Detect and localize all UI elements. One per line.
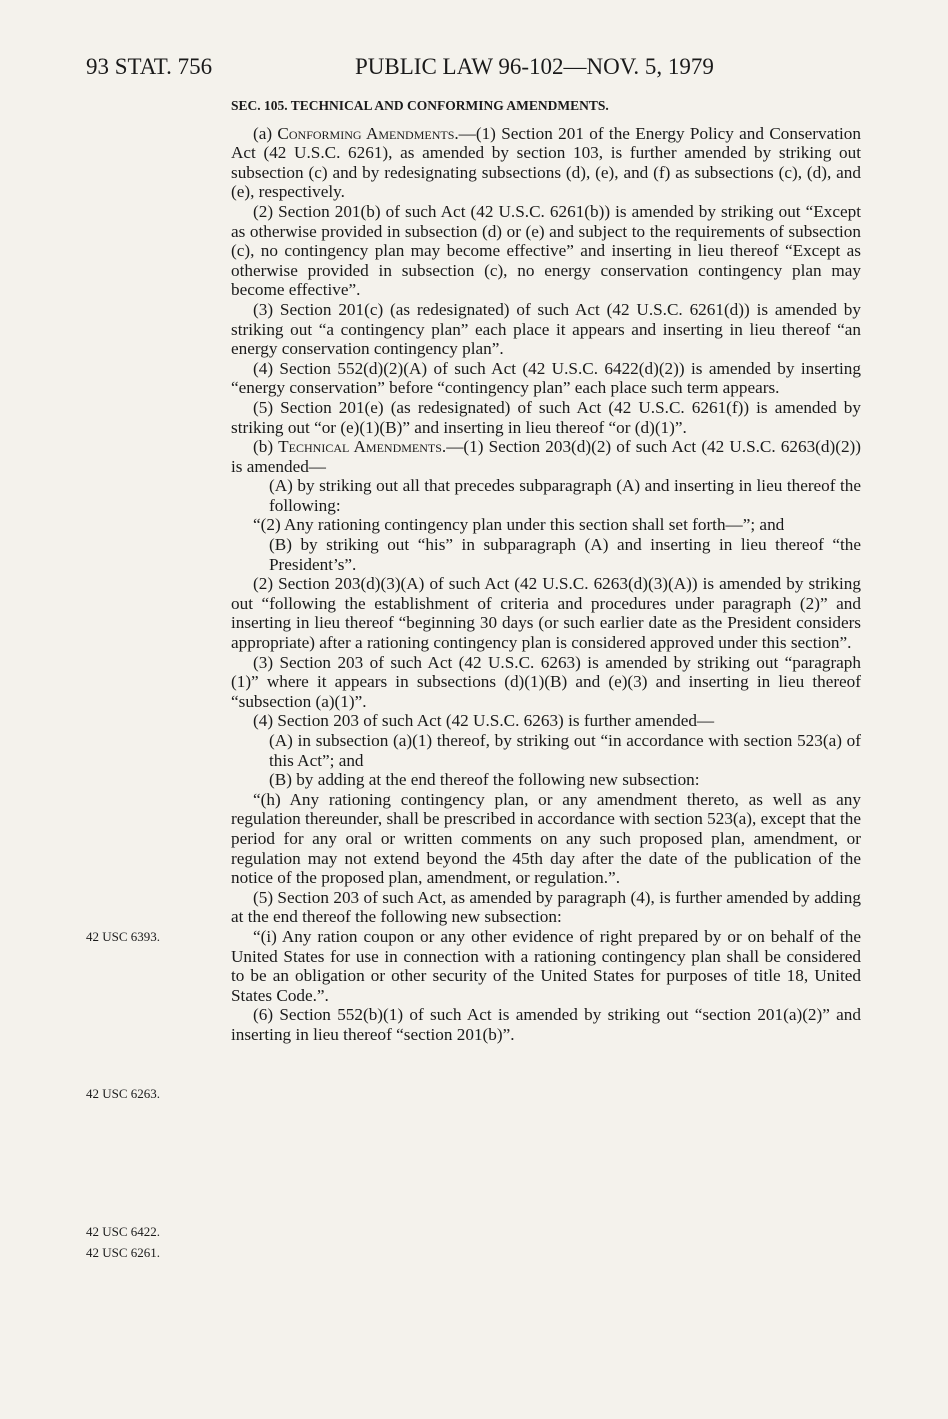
paragraph-b4B: (B) by adding at the end thereof the following new subsection:	[269, 770, 700, 790]
paragraph-b	[231, 437, 861, 476]
paragraph-a	[231, 124, 861, 202]
margin-note: 42 USC 6263.	[86, 1086, 161, 1101]
section-heading: SEC. 105. TECHNICAL AND CONFORMING AMENDMENTS.	[231, 98, 609, 113]
paragraph-a4: (4) Section 552(d)(2)(A) of such Act (42 U.S.C. 6422(d)(2)) is amended by inserting “energy conservation” before “contingency plan” each place such term appears.	[231, 358, 861, 398]
running-head: PUBLIC LAW 96-102—NOV. 5, 1979	[355, 54, 714, 79]
stat-page-number: 93 STAT. 756	[86, 54, 213, 79]
paragraph-a-caption: Conforming Amendments.	[277, 123, 459, 143]
paragraph-b4A: (A) in subsection (a)(1) thereof, by striking out “in accordance with section 523(a) of this Act”; and	[269, 731, 861, 770]
paragraph-a2: (2) Section 201(b) of such Act (42 U.S.C. 6261(b)) is amended by striking out “Except as otherwise provided in subsection (d) or (e) and subject to the requirements of subsection (c), no contingency plan may become effective” and inserting in lieu thereof “Except as otherwise provided in subsection (c), no energy conservation contingency plan may become effective”.	[231, 201, 861, 300]
paragraph-a-text: —(1) Section 201 of the Energy Policy and Conservation Act (42 U.S.C. 6261), as amended by section 103, is further amended by striking out subsection (c) and by redesignating subsections (d), (e), and (f) as subsections (c), (d), and (e), respectively.	[231, 123, 861, 202]
paragraph-b-text: —(1) Section 203(d)(2) of such Act (42 U.S.C. 6263(d)(2)) is amended—	[231, 437, 861, 476]
paragraph-b1B: (B) by striking out “his” in subparagraph (A) and inserting in lieu thereof “the President’s”.	[269, 535, 861, 574]
paragraph-b4: (4) Section 203 of such Act (42 U.S.C. 6263) is further amended—	[253, 711, 715, 731]
paragraph-a-lead: (a)	[253, 123, 278, 143]
quote-b1A: “(2) Any rationing contingency plan under this section shall set forth—”; and	[253, 515, 785, 535]
paragraph-a5: (5) Section 201(e) (as redesignated) of such Act (42 U.S.C. 6261(f)) is amended by striking out “or (e)(1)(B)” and inserting in lieu thereof “or (d)(1)”.	[231, 397, 861, 437]
margin-note: 42 USC 6261.	[86, 1245, 161, 1260]
paragraph-b-lead: (b)	[253, 437, 279, 457]
paragraph-b3: (3) Section 203 of such Act (42 U.S.C. 6263) is amended by striking out “paragraph (1)” where it appears in subsections (d)(1)(B) and (e)(3) and inserting in lieu thereof “subsection (a)(1)”.	[231, 652, 861, 711]
paragraph-b2: (2) Section 203(d)(3)(A) of such Act (42 U.S.C. 6263(d)(3)(A)) is amended by striking out “following the establishment of criteria and procedures under paragraph (2)” and inserting in lieu thereof “beginning 30 days (or such earlier date as the President considers appropriate) after a rationing contingency plan is considered approved under this section”.	[231, 574, 861, 653]
quote-b4B: “(h) Any rationing contingency plan, or any amendment thereto, as well as any regulation thereunder, shall be prescribed in accordance with section 523(a), except that the period for any oral or written comments on any such proposed plan, amendment, or regulation may not extend beyond the 45th day after the date of the publication of the notice of the proposed plan, amendment, or regulation.”.	[231, 789, 861, 888]
margin-note: 42 USC 6393.	[86, 929, 161, 944]
paragraph-b6: (6) Section 552(b)(1) of such Act is amended by striking out “section 201(a)(2)” and inserting in lieu thereof “section 201(b)”.	[231, 1005, 861, 1044]
quote-b5: “(i) Any ration coupon or any other evidence of right prepared by or on behalf of the United States for use in connection with a rationing contingency plan shall be considered to be an obligation or other security of the United States for purposes of title 18, United States Code.”.	[231, 926, 861, 1005]
margin-note: 42 USC 6422.	[86, 1224, 161, 1239]
paragraph-b-caption: Technical Amendments.	[278, 437, 447, 457]
document-body	[231, 96, 861, 1045]
paragraph-b1A: (A) by striking out all that precedes subparagraph (A) and inserting in lieu thereof the following:	[269, 476, 861, 515]
paragraph-a3: (3) Section 201(c) (as redesignated) of such Act (42 U.S.C. 6261(d)) is amended by striking out “a contingency plan” each place it appears and inserting in lieu thereof “an energy conservation contingency plan”.	[231, 299, 861, 359]
paragraph-b5: (5) Section 203 of such Act, as amended by paragraph (4), is further amended by adding at the end thereof the following new subsection:	[231, 887, 861, 927]
